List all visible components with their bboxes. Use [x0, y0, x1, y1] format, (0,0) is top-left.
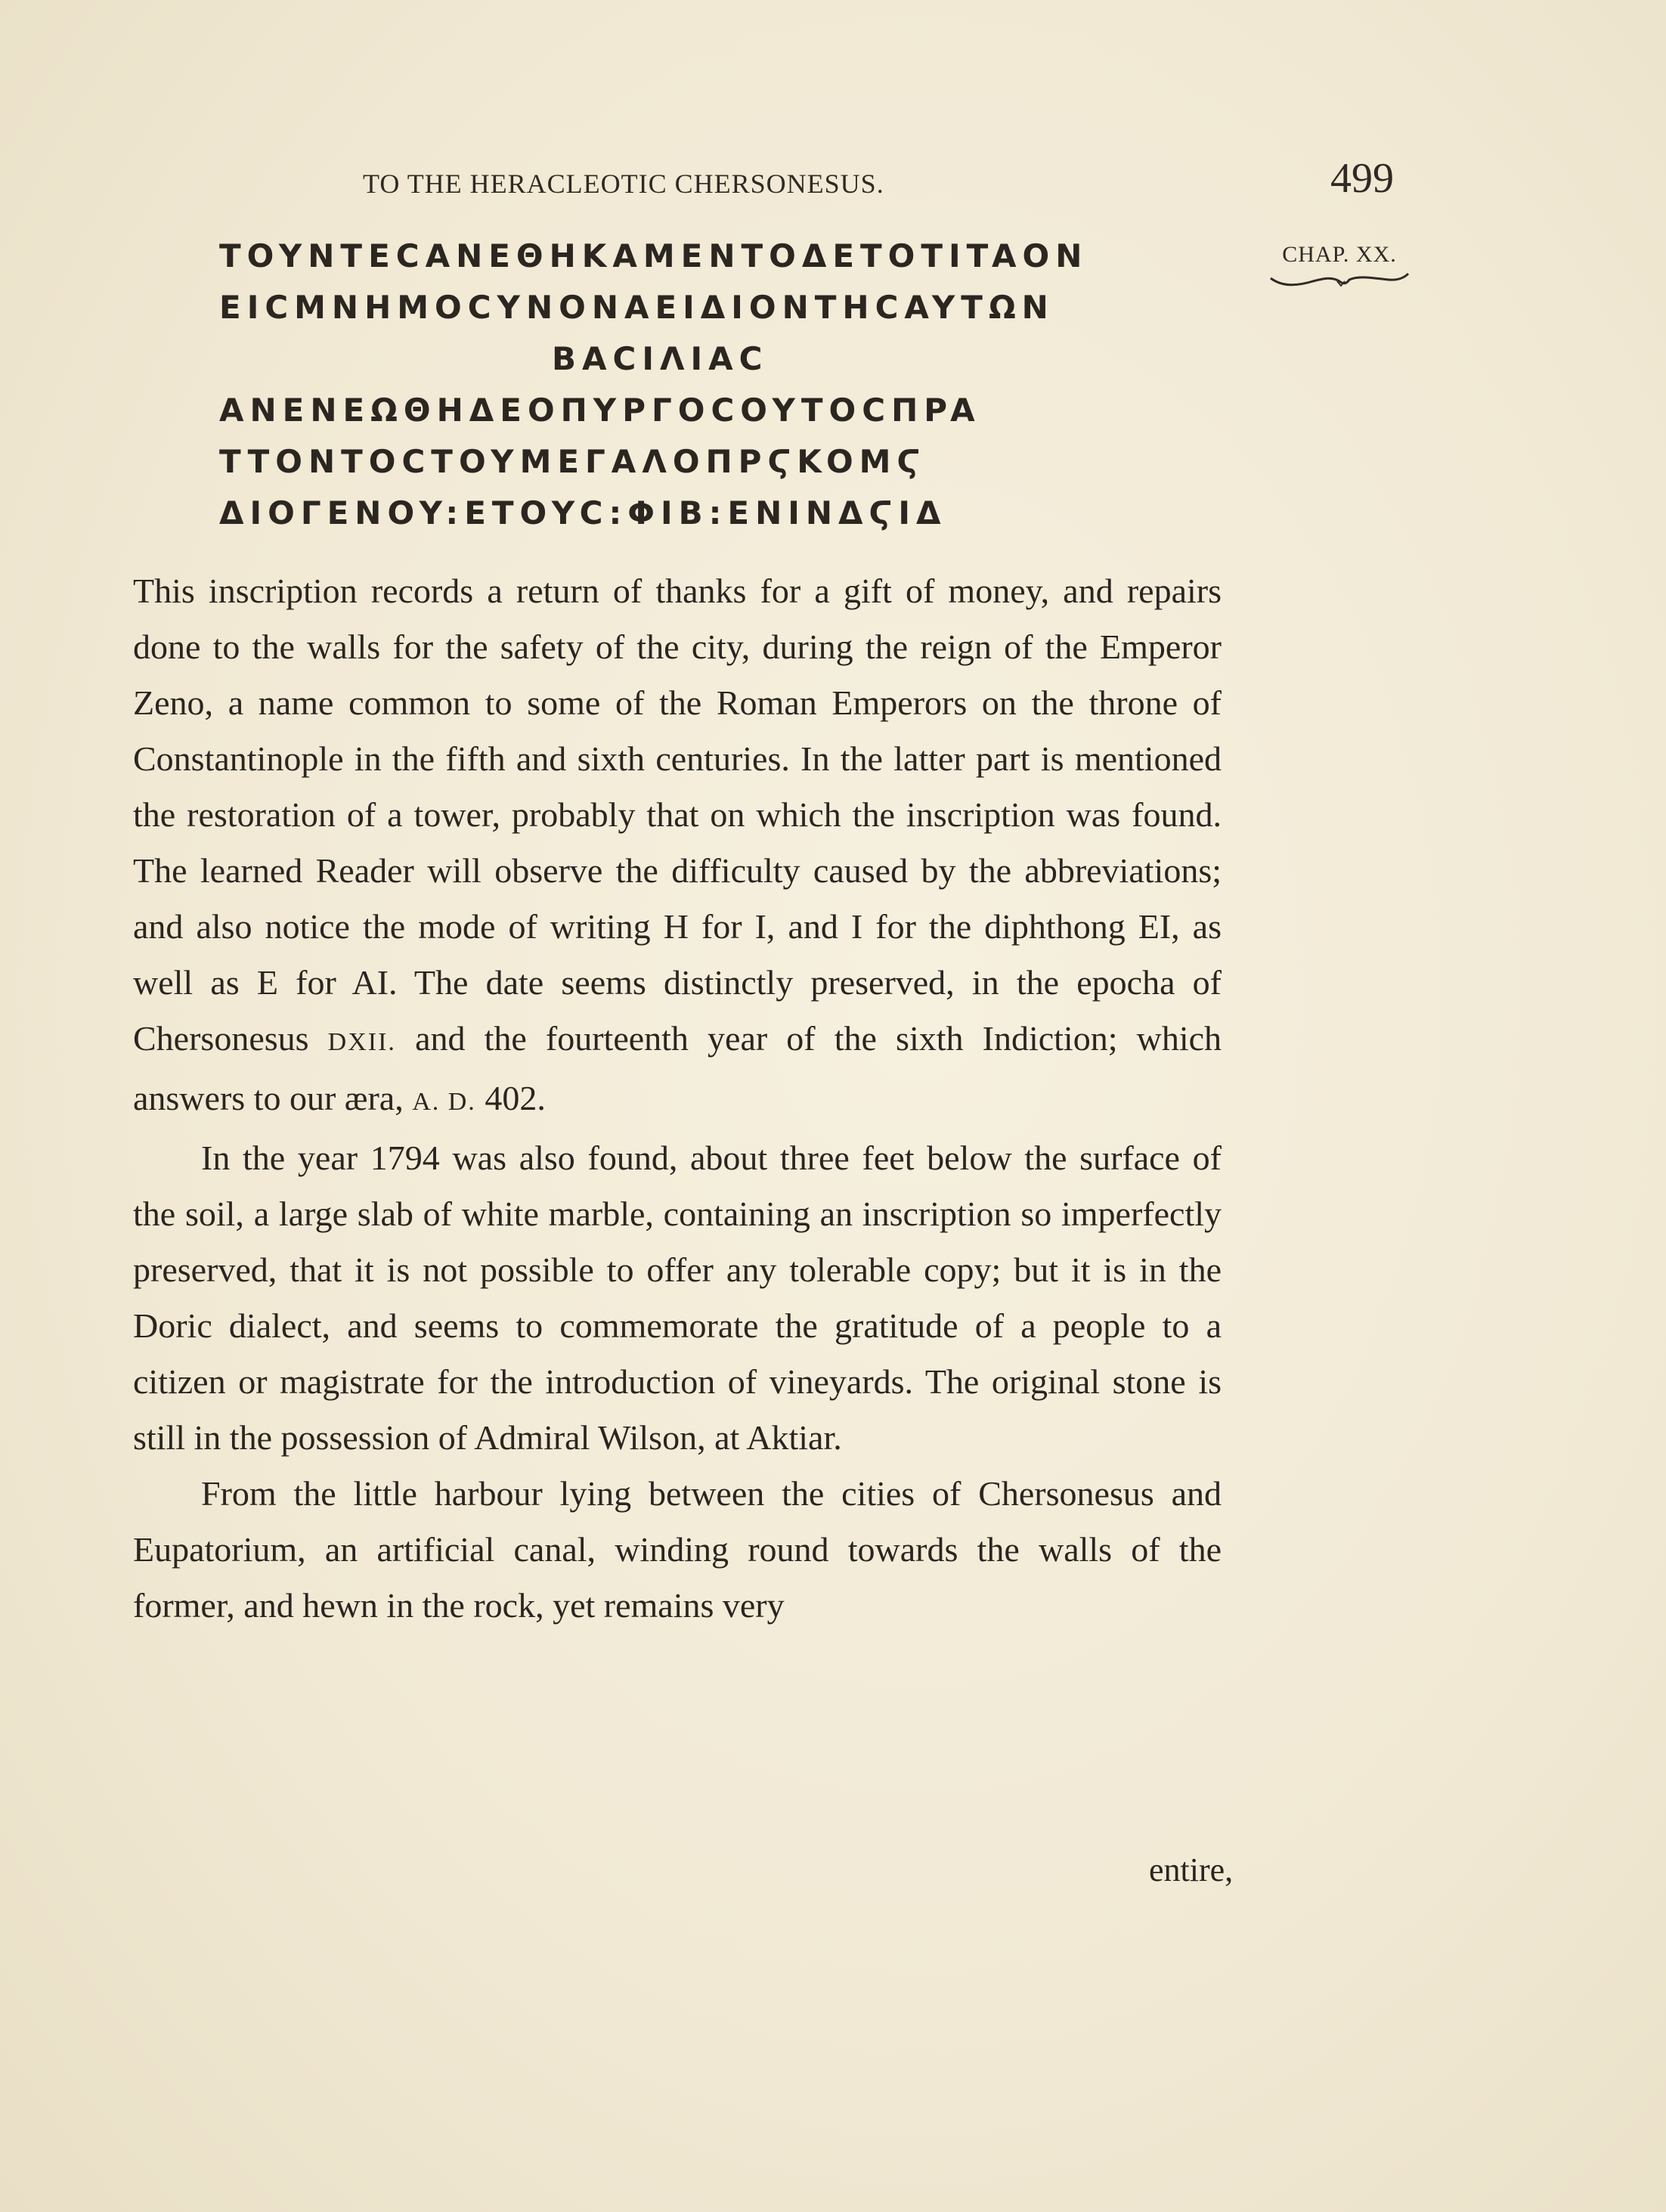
inscription-line-2: EICMNHMOCYNONAEIΔIONTHCAYTΩN [219, 289, 1054, 326]
chapter-label: CHAP. XX. [1282, 242, 1397, 267]
small-caps-date: DXII. [327, 1028, 396, 1056]
paragraph-1-middle: and the fourteenth year of the sixth Indiction; which answers to our æra, [133, 1019, 1222, 1117]
inscription-line-6: ΔIOΓENOY:ETOYC:ΦIB:ENINΔϚIΔ [219, 494, 947, 531]
chapter-marker [1264, 242, 1415, 289]
paragraph-1-year: 402. [485, 1079, 546, 1117]
swash-ornament-icon [1268, 271, 1411, 289]
body-text [133, 563, 1222, 1634]
paragraph-1-text: This inscription records a return of thanks for a gift of money, and repairs done to the walls for the safety of the city, during the reign of the Emperor Zeno, a name common to some of the Roman Emperors on the throne of Constantinople in the fifth and sixth centuries. In the latter part is mentioned the restoration of a tower, probably that on which the inscription was found. The learned Reader will observe the difficulty caused by the abbreviations; and also notice the mode of writing H for I, and I for the diphthong EI, as well as E for AI. The date seems distinctly preserved, in the epocha of Chersonesus [133, 572, 1222, 1058]
paragraph-3: From the little harbour lying between the cities of Chersonesus and Eupatorium, an artificial canal, winding round towards the walls of the former, and hewn in the rock, yet remains very [133, 1474, 1222, 1625]
paragraph-1 [133, 563, 1222, 1130]
small-caps-era: A. D. [412, 1088, 476, 1116]
inscription-line-4: ANENEΩΘHΔEOΠYPΓOCOYTOCΠPA [219, 392, 981, 429]
paragraph-2: In the year 1794 was also found, about three feet below the surface of the soil, a large slab of white marble, containing an inscription so imperfectly preserved, that it is not possible to offer any tolerable copy; but it is in the Doric dialect, and seems to commemorate the gratitude of a people to a citizen or magistrate for the introduction of vineyards. The original stone is still in the possession of Admiral Wilson, at Aktiar. [133, 1139, 1222, 1457]
inscription-line-5: TTONTOCTOYMEΓAΛOΠPϚKOMϚ [219, 443, 927, 480]
greek-inscription [219, 231, 1202, 539]
inscription-line-3: BACIΛIAC [552, 340, 769, 377]
inscription-line-1: TOYNTECANEΘHKAMENTOΔETOTITAON [219, 237, 1088, 274]
catchword: entire, [1149, 1851, 1234, 1888]
running-title: TO THE HERACLEOTIC CHERSONESUS. [363, 169, 884, 199]
page-number: 499 [1330, 155, 1394, 202]
